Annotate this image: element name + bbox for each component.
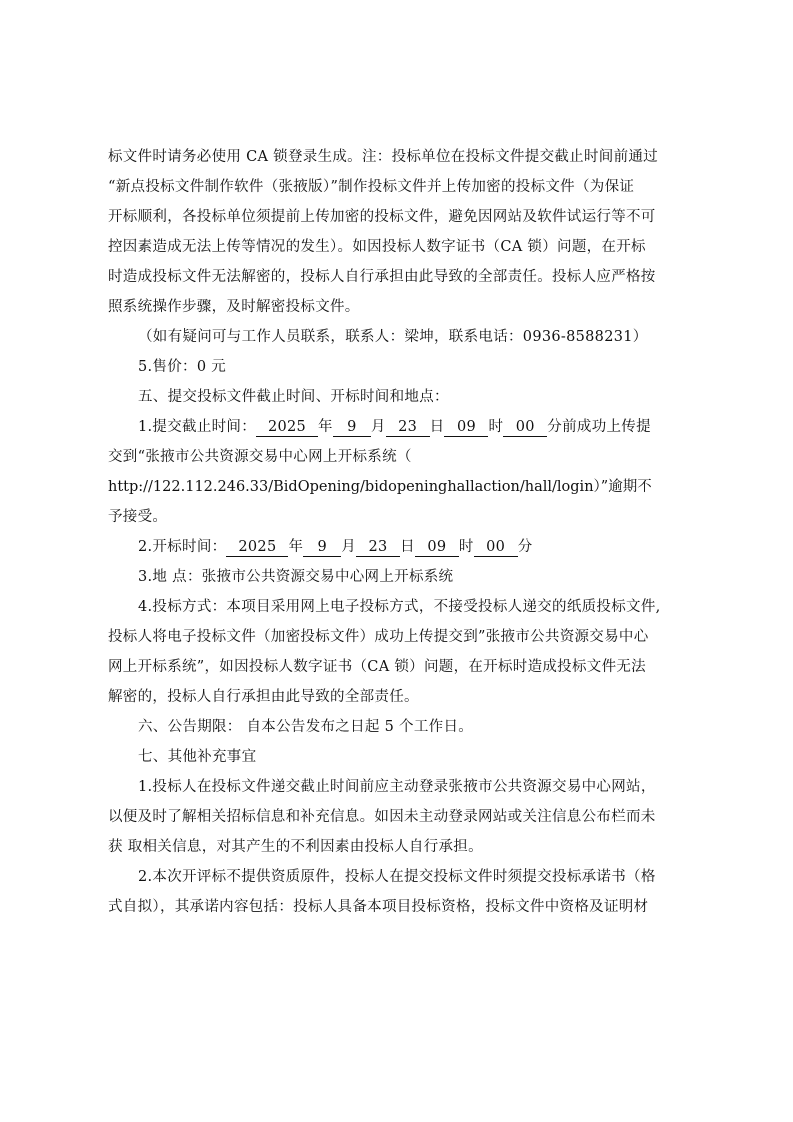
price-line: 5.售价：0 元: [138, 359, 227, 375]
deadline-prefix: 1.提交截止时间：: [138, 419, 257, 435]
text-line: 投标人将电子投标文件（加密投标文件）成功上传提交到”张掖市公共资源交易中心: [108, 629, 649, 645]
supplement-1-paragraph: [108, 772, 704, 862]
text-line: 控因素造成无法上传等情况的发生）。如因投标人数字证书（CA 锁）问题，在开标: [108, 239, 646, 255]
opening-month: 9: [303, 538, 341, 557]
submission-notes-paragraph: [108, 142, 704, 322]
deadline-hour-unit: 时: [488, 419, 504, 435]
text-line: 时造成投标文件无法解密的，投标人自行承担由此导致的全部责任。投标人应严格按: [108, 269, 656, 285]
submission-deadline-paragraph: [108, 412, 704, 532]
text-line: 网上开标系统”，如因投标人数字证书（CA 锁）问题，在开标时造成投标文件无法: [108, 659, 646, 675]
opening-hour-unit: 时: [458, 539, 474, 555]
document-page: [108, 142, 704, 922]
deadline-line: [108, 412, 704, 442]
text-line: 以便及时了解相关招标信息和补充信息。如因未主动登录网站或关注信息公布栏而未: [108, 809, 656, 825]
opening-year-unit: 年: [288, 539, 304, 555]
opening-time-line: [108, 532, 704, 562]
text-line: “新点投标文件制作软件（张掖版）”制作投标文件并上传加密的投标文件（为保证: [108, 179, 635, 195]
deadline-month-unit: 月: [370, 419, 386, 435]
deadline-day-unit: 日: [429, 419, 445, 435]
text-line: 交到“张掖市公共资源交易中心网上开标系统（: [108, 449, 412, 465]
text-line: 1.投标人在投标文件递交截止时间前应主动登录张掖市公共资源交易中心网站，: [138, 779, 656, 795]
text-line: 照系统操作步骤，及时解密投标文件。: [108, 299, 360, 315]
opening-hour: 09: [415, 538, 459, 557]
text-line: 获 取相关信息，对其产生的不利因素由投标人自行承担。: [108, 839, 483, 855]
text-line: 式自拟），其承诺内容包括：投标人具备本项目投标资格，投标文件中资格及证明材: [108, 899, 649, 915]
opening-day-unit: 日: [400, 539, 415, 555]
section-7-heading: 七、其他补充事宜: [138, 749, 257, 765]
opening-minute: 00: [474, 538, 518, 557]
deadline-hour: 09: [444, 418, 488, 437]
login-url-line: http://122.112.246.33/BidOpening/bidopeninghallaction/hall/login）”逾期不: [108, 479, 652, 495]
supplement-2-paragraph: [108, 862, 704, 922]
deadline-day: 23: [386, 418, 430, 437]
location-line: 3.地 点：张掖市公共资源交易中心网上开标系统: [138, 569, 454, 585]
contact-line: （如有疑问可与工作人员联系，联系人：梁坤，联系电话：0936-8588231）: [138, 329, 648, 345]
opening-prefix: 2.开标时间：: [138, 539, 227, 555]
section-6-line: 六、公告期限： 自本公告发布之日起 5 个工作日。: [138, 719, 474, 735]
deadline-year-unit: 年: [318, 419, 333, 435]
text-line: 解密的，投标人自行承担由此导致的全部责任。: [108, 689, 419, 705]
section-5-heading: 五、提交投标文件截止时间、开标时间和地点：: [138, 389, 449, 405]
text-line: 4.投标方式：本项目采用网上电子投标方式，不接受投标人递交的纸质投标文件,: [138, 599, 661, 615]
text-line: 2.本次开评标不提供资质原件，投标人在提交投标文件时须提交投标承诺书（格: [138, 869, 656, 885]
deadline-year: 2025: [256, 418, 318, 437]
text-line: 标文件时请务必使用 CA 锁登录生成。注：投标单位在投标文件提交截止时间前通过: [108, 149, 658, 165]
bidding-method-paragraph: [108, 592, 704, 712]
opening-suffix: 分: [517, 539, 533, 555]
deadline-month: 9: [333, 418, 371, 437]
text-line: 予接受。: [108, 509, 168, 525]
opening-year: 2025: [226, 538, 288, 557]
opening-month-unit: 月: [341, 539, 357, 555]
deadline-minute: 00: [503, 418, 547, 437]
text-line: 开标顺利，各投标单位须提前上传加密的投标文件，避免因网站及软件试运行等不可: [108, 209, 656, 225]
deadline-suffix: 分前成功上传提: [547, 419, 651, 435]
opening-day: 23: [356, 538, 400, 557]
